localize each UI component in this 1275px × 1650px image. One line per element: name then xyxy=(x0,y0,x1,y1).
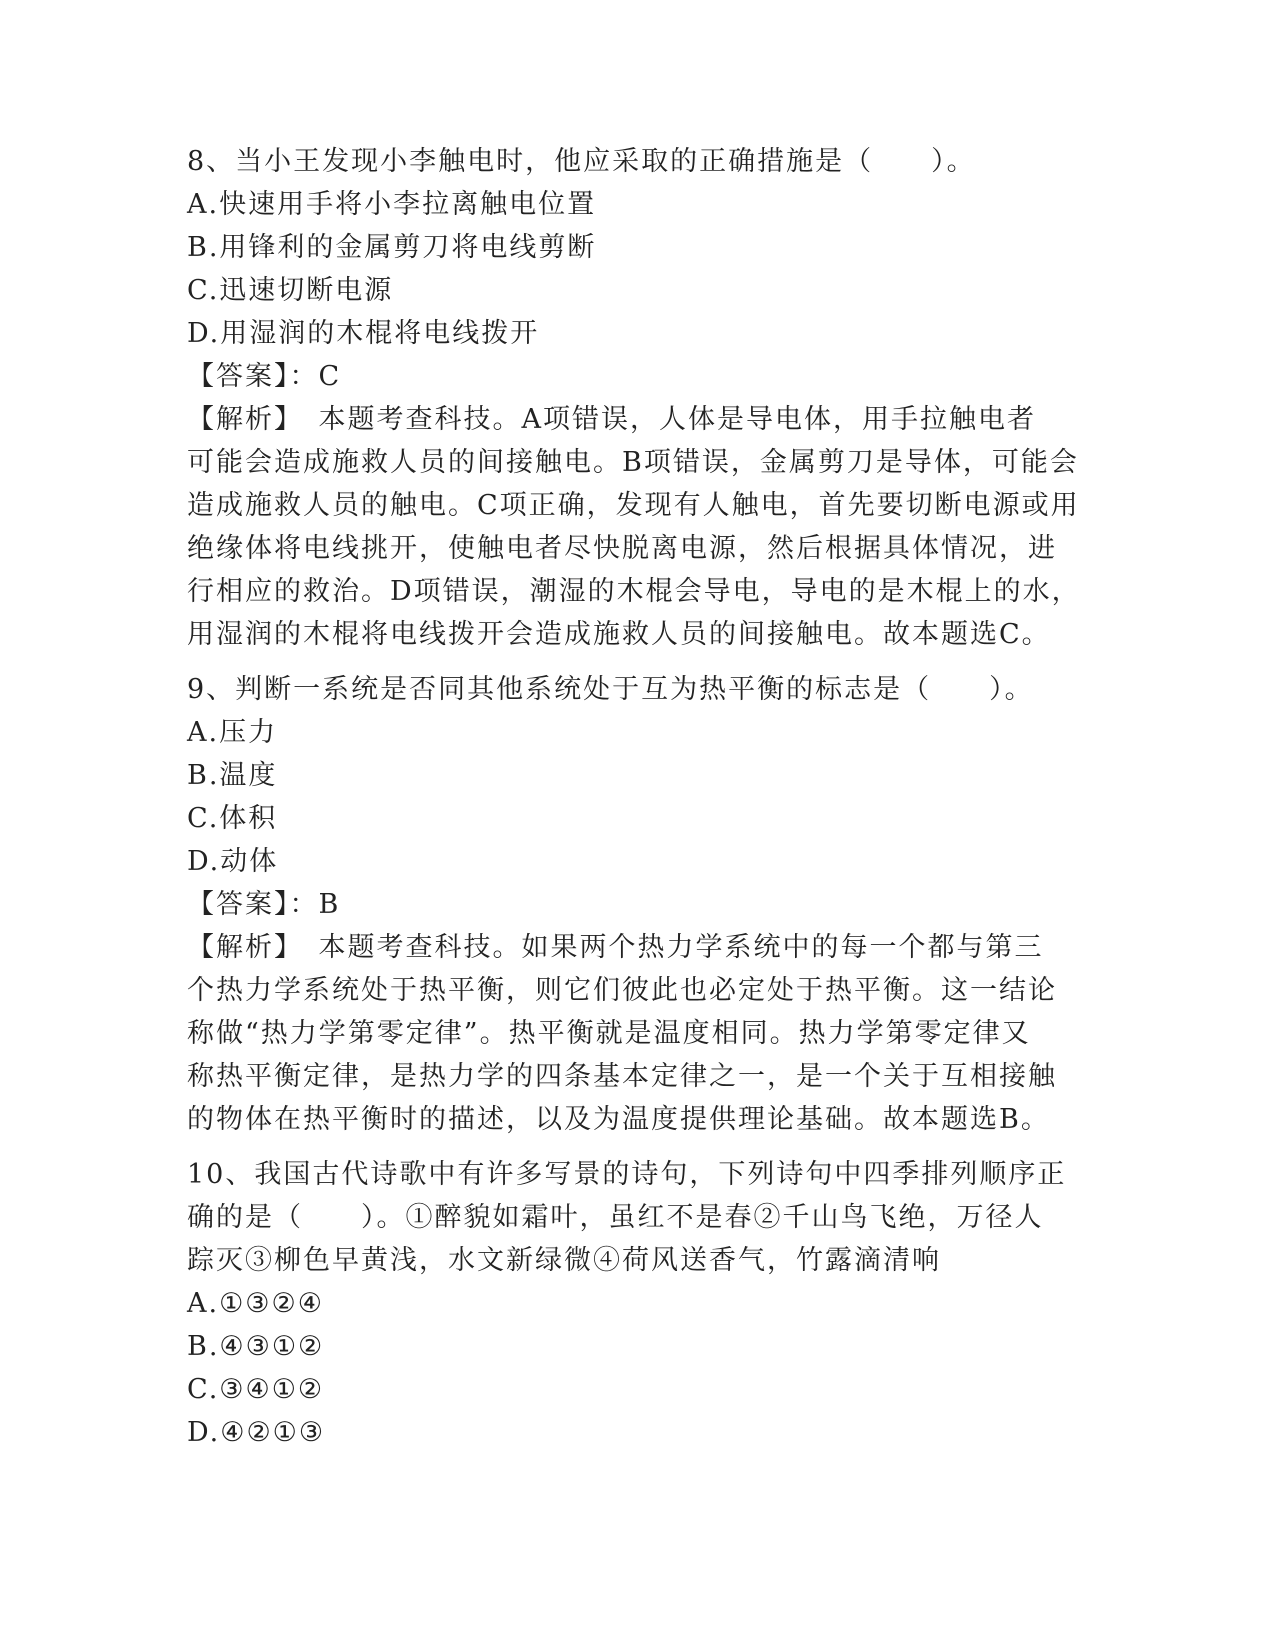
analysis-line: 造成施救人员的触电。C项正确，发现有人触电，首先要切断电源或用 xyxy=(187,490,1080,521)
option-a: A.①③②④ xyxy=(187,1288,324,1319)
analysis-line: 称热平衡定律，是热力学的四条基本定律之一，是一个关于互相接触 xyxy=(187,1061,1057,1092)
option-d: D.动体 xyxy=(187,846,279,877)
analysis-line: 【解析】 本题考查科技。A项错误，人体是导电体，用手拉触电者 xyxy=(187,404,1036,435)
analysis-line: 行相应的救治。D项错误，潮湿的木棍会导电，导电的是木棍上的水， xyxy=(187,576,1081,607)
question-10 xyxy=(187,1153,1087,1454)
question-stem: 10、我国古代诗歌中有许多写景的诗句，下列诗句中四季排列顺序正 xyxy=(187,1159,1067,1190)
option-a: A.压力 xyxy=(187,717,278,748)
analysis-line: 的物体在热平衡时的描述，以及为温度提供理论基础。故本题选B。 xyxy=(187,1104,1050,1135)
analysis-paragraph xyxy=(187,926,1087,1141)
analysis-paragraph xyxy=(187,398,1087,656)
analysis-line: 绝缘体将电线挑开，使触电者尽快脱离电源，然后根据具体情况，进 xyxy=(187,533,1057,564)
option-c: C.③④①② xyxy=(187,1374,325,1405)
analysis-line: 可能会造成施救人员的间接触电。B项错误，金属剪刀是导体，可能会 xyxy=(187,447,1079,478)
option-b: B.用锋利的金属剪刀将电线剪断 xyxy=(187,232,597,263)
analysis-line: 个热力学系统处于热平衡，则它们彼此也必定处于热平衡。这一结论 xyxy=(187,975,1057,1006)
option-d: D.用湿润的木棍将电线拨开 xyxy=(187,318,540,349)
option-c: C.迅速切断电源 xyxy=(187,275,394,306)
option-d: D.④②①③ xyxy=(187,1417,326,1448)
question-spacer xyxy=(187,656,1087,668)
question-9 xyxy=(187,668,1087,1141)
answer-line: 【答案】：B xyxy=(187,889,341,920)
question-8 xyxy=(187,140,1087,656)
option-b: B.④③①② xyxy=(187,1331,325,1362)
question-stem: 踪灭③柳色早黄浅，水文新绿微④荷风送香气，竹露滴清响 xyxy=(187,1245,941,1276)
answer-line: 【答案】：C xyxy=(187,361,342,392)
analysis-line: 称做“热力学第零定律”。热平衡就是温度相同。热力学第零定律又 xyxy=(187,1018,1031,1049)
question-stem: 确的是（ ）。①醉貌如霜叶，虽红不是春②千山鸟飞绝，万径人 xyxy=(187,1202,1044,1233)
analysis-line: 用湿润的木棍将电线拨开会造成施救人员的间接触电。故本题选C。 xyxy=(187,619,1051,650)
document-page xyxy=(187,140,1087,1454)
question-stem: 8、当小王发现小李触电时，他应采取的正确措施是（ ）。 xyxy=(187,146,976,177)
question-spacer xyxy=(187,1141,1087,1153)
option-a: A.快速用手将小李拉离触电位置 xyxy=(187,189,597,220)
option-b: B.温度 xyxy=(187,760,278,791)
option-c: C.体积 xyxy=(187,803,278,834)
analysis-line: 【解析】 本题考查科技。如果两个热力学系统中的每一个都与第三 xyxy=(187,932,1044,963)
question-stem: 9、判断一系统是否同其他系统处于互为热平衡的标志是（ ）。 xyxy=(187,674,1034,705)
